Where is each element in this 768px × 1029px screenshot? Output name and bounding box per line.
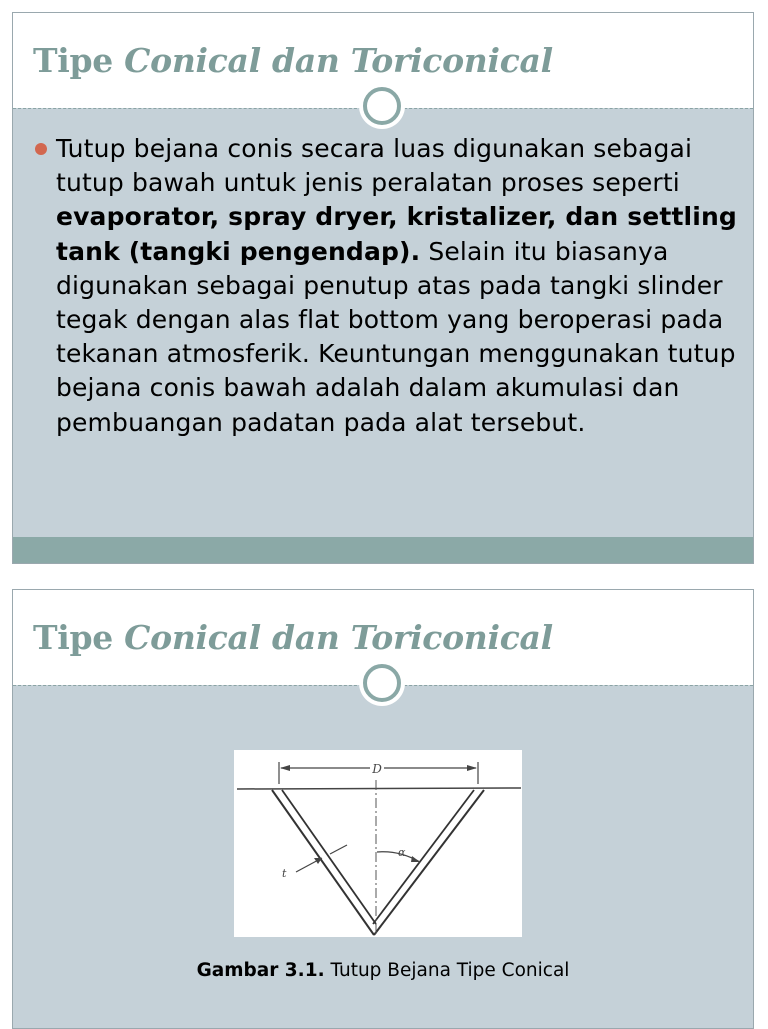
dimension-label-d: D <box>372 762 382 776</box>
slide-title: Tipe Conical dan Toriconical <box>33 41 553 80</box>
conical-head-figure <box>234 750 522 937</box>
slide-1 <box>12 12 754 564</box>
cone-left-outer <box>272 790 374 935</box>
thickness-label-t: t <box>282 867 287 880</box>
cone-right-inner <box>373 790 474 924</box>
arrow-left-icon <box>280 765 290 771</box>
slide-title: Tipe Conical dan Toriconical <box>33 618 553 657</box>
ring-ornament <box>363 87 401 125</box>
footer-band <box>13 537 753 564</box>
arrow-right-icon <box>467 765 477 771</box>
cone-left-inner <box>282 790 376 924</box>
cone-right-outer <box>374 790 484 935</box>
figure-caption: Gambar 3.1. Tutup Bejana Tipe Conical <box>196 960 570 981</box>
conical-head-drawing <box>234 750 522 937</box>
slide-2 <box>12 589 754 1029</box>
angle-arrow-icon <box>411 856 420 862</box>
angle-label-alpha: α <box>398 846 406 859</box>
bullet-icon <box>35 143 47 155</box>
top-line <box>237 788 521 789</box>
body-paragraph: Tutup bejana conis secara luas digunakan sebagai tutup bawah untuk jenis peralatan proses seperti evaporator, spray dryer, kristalizer, dan settling tank (tangki pengendap). Selain itu biasanya digunakan sebagai penutup atas pada tangki slinder tegak dengan alas flat bottom yang beroperasi pada tekanan atmosferik. Keuntungan menggunakan tutup bejana conis bawah adalah dalam akumulasi dan pembuangan padatan pada alat tersebut. <box>56 134 737 437</box>
ring-ornament <box>363 664 401 702</box>
